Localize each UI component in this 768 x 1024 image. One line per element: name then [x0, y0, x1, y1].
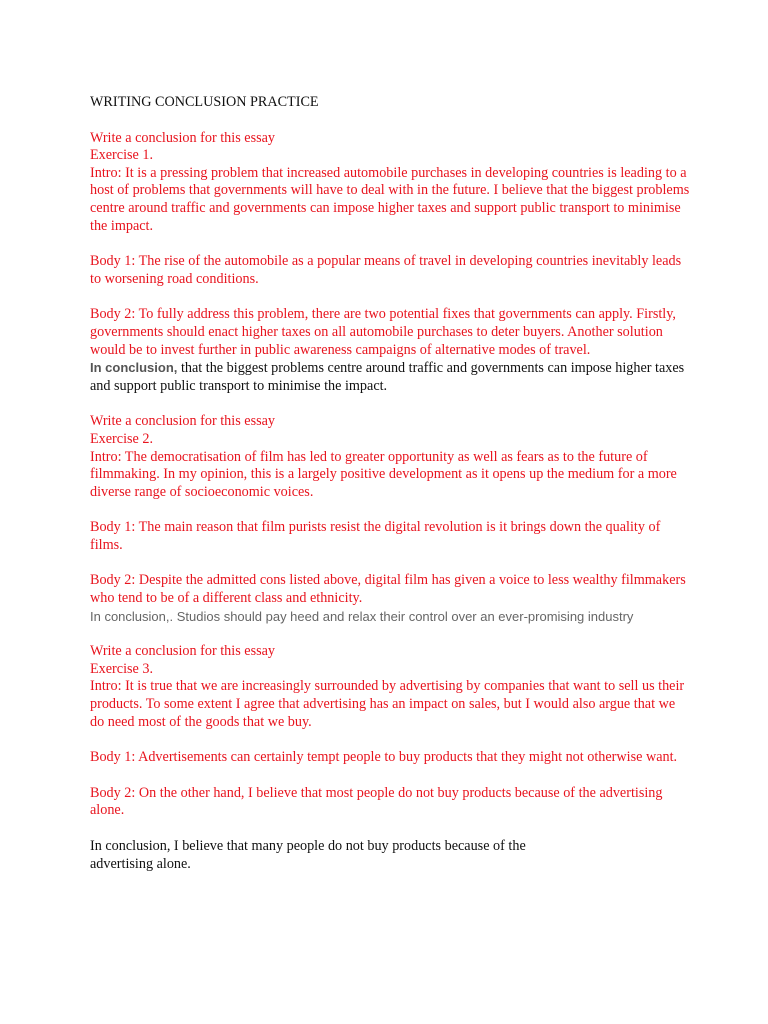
exercise-3: [90, 643, 690, 873]
exercise-conclusion-line-2: advertising alone.: [90, 855, 191, 872]
exercise-body-2: Body 2: Despite the admitted cons listed above, digital film has given a voice to less wealthy filmmakers who tend to be of a different class and ethnicity.: [90, 572, 686, 607]
document-title: WRITING CONCLUSION PRACTICE: [90, 94, 319, 110]
exercise-prompt: Write a conclusion for this essay: [90, 413, 275, 430]
conclusion-rest: that the biggest problems centre around traffic and governments can impose higher taxes and support public transport to minimise the impact.: [90, 360, 685, 394]
exercise-intro: Intro: It is a pressing problem that increased automobile purchases in developing countries is leading to a host of problems that governments will have to deal with in the future. I believe that the biggest problems centre around traffic and governments can impose higher taxes and support public transport to minimise the impact.: [90, 164, 690, 234]
exercise-conclusion: [90, 359, 690, 395]
exercise-label: Exercise 1.: [90, 147, 154, 164]
exercise-prompt: Write a conclusion for this essay: [90, 129, 275, 146]
exercise-intro: Intro: The democratisation of film has led to greater opportunity as well as fears as to the future of filmmaking. In my opinion, this is a largely positive development as it opens up the medium for a more diverse range of socioeconomic voices.: [90, 448, 677, 500]
exercise-body-1: Body 1: The rise of the automobile as a popular means of travel in developing countries inevitably leads to worsening road conditions.: [90, 253, 682, 287]
conclusion-lead: In conclusion,: [90, 360, 178, 376]
exercise-intro: Intro: It is true that we are increasingly surrounded by advertising by companies that want to sell us their products. To some extent I agree that advertising has an impact on sales, but I would also argue that we do need most of the goods that we buy.: [90, 678, 685, 730]
exercise-1: [90, 130, 690, 396]
exercise-conclusion: In conclusion,. Studios should pay heed and relax their control over an ever-promising industry: [90, 608, 634, 624]
exercise-body-1: Body 1: The main reason that film purists resist the digital revolution is it brings down the quality of films.: [90, 519, 661, 553]
document-body: [90, 94, 690, 873]
exercise-2: [90, 413, 690, 625]
exercise-body-2: Body 2: On the other hand, I believe that most people do not buy products because of the advertising alone.: [90, 784, 663, 819]
exercise-body-2: Body 2: To fully address this problem, there are two potential fixes that governments can apply. Firstly, governments should enact higher taxes on all automobile purchases to deter buyers. Another solution would be to invest further in public awareness campaigns of alternative modes of travel.: [90, 306, 676, 358]
exercise-label: Exercise 3.: [90, 660, 154, 677]
exercise-conclusion-line-1: In conclusion, I believe that many people do not buy products because of the: [90, 838, 526, 854]
exercise-prompt: Write a conclusion for this essay: [90, 643, 275, 660]
exercise-label: Exercise 2.: [90, 430, 154, 447]
exercise-body-1: Body 1: Advertisements can certainly tempt people to buy products that they might not otherwise want.: [90, 749, 678, 766]
